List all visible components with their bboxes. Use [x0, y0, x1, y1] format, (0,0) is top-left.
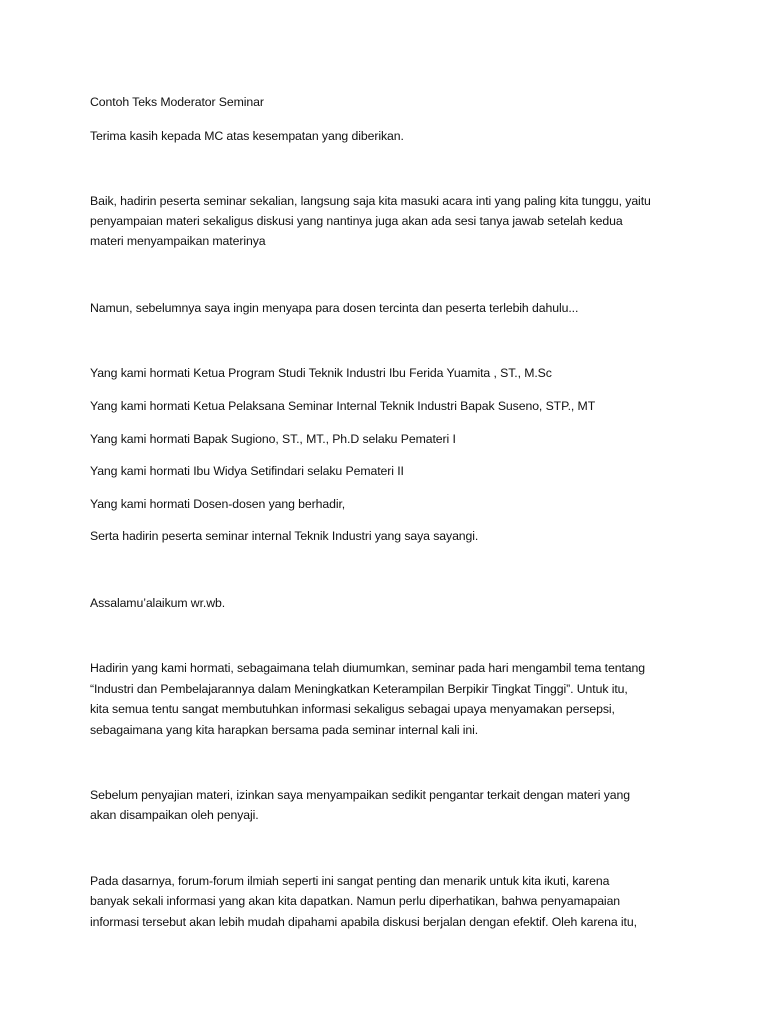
paragraph-line: informasi tersebut akan lebih mudah dipahami apabila diskusi berjalan dengan efektif. Oleh karena itu, — [90, 915, 637, 929]
paragraph-line: banyak sekali informasi yang akan kita dapatkan. Namun perlu diperhatikan, bahwa penyamapaian — [90, 894, 621, 908]
paragraph-line: Baik, hadirin peserta seminar sekalian, langsung saja kita masuki acara inti yang paling kita tunggu, yaitu — [90, 194, 651, 208]
paragraph-line: akan disampaikan oleh penyaji. — [90, 808, 259, 822]
paragraph-line: penyampaian materi sekaligus diskusi yang nantinya juga akan ada sesi tanya jawab setelah kedua — [90, 214, 623, 228]
paragraph-line: materi menyampaikan materinya — [90, 234, 266, 248]
paragraph-line: Hadirin yang kami hormati, sebagaimana telah diumumkan, seminar pada hari mengambil tema tentang — [90, 661, 645, 675]
paragraph-line: Pada dasarnya, forum-forum ilmiah seperti ini sangat penting dan menarik untuk kita ikuti, karena — [90, 874, 610, 888]
greeting-line: Yang kami hormati Bapak Sugiono, ST., MT., Ph.D selaku Pemateri I — [90, 432, 456, 446]
paragraph-line: Namun, sebelumnya saya ingin menyapa para dosen tercinta dan peserta terlebih dahulu... — [90, 301, 579, 315]
greeting-line: Yang kami hormati Ketua Pelaksana Seminar Internal Teknik Industri Bapak Suseno, STP., MT — [90, 399, 596, 413]
paragraph-line: “Industri dan Pembelajarannya dalam Meningkatkan Keterampilan Berpikir Tingkat Tinggi”. Untuk itu, — [90, 682, 628, 696]
paragraph-line: kita semua tentu sangat membutuhkan informasi sekaligus sebagai upaya menyamakan persepsi, — [90, 702, 615, 716]
intro-line: Terima kasih kepada MC atas kesempatan yang diberikan. — [90, 129, 404, 143]
greeting-line: Yang kami hormati Dosen-dosen yang berhadir, — [90, 497, 346, 511]
greeting-line: Yang kami hormati Ketua Program Studi Teknik Industri Ibu Ferida Yuamita , ST., M.Sc — [90, 366, 552, 380]
greeting-line: Serta hadirin peserta seminar internal Teknik Industri yang saya sayangi. — [90, 529, 479, 543]
document-title: Contoh Teks Moderator Seminar — [90, 95, 264, 109]
paragraph-line: Sebelum penyajian materi, izinkan saya menyampaikan sedikit pengantar terkait dengan materi yang — [90, 788, 630, 802]
greeting-line: Yang kami hormati Ibu Widya Setifindari selaku Pemateri II — [90, 464, 404, 478]
paragraph-line: sebagaimana yang kita harapkan bersama pada seminar internal kali ini. — [90, 723, 479, 737]
salam-line: Assalamu’alaikum wr.wb. — [90, 596, 226, 610]
